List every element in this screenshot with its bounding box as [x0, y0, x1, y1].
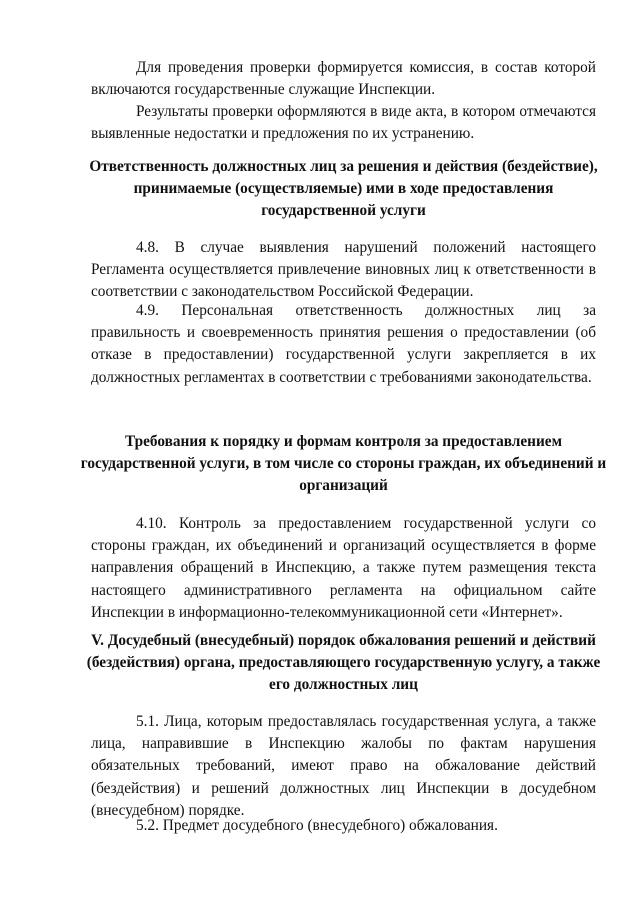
paragraph-4-8: 4.8. В случае выявления нарушений положений настоящего Регламента осуществляется привлечение виновных лиц к ответственности в соответствии с законодательством Российской Федерации.	[91, 239, 596, 301]
heading-responsibility: Ответственность должностных лиц за решения и действия (бездействие), принимаемые (осуществляемые) ими в ходе предоставления государственной услуги	[89, 158, 598, 219]
paragraph-4-9: 4.9. Персональная ответственность должностных лиц за правильность и своевременность принятия решения о предоставлении (об отказе в предоставлении) государственной услуги закрепляется в их должностных регламентах в соответствии с требованиями законодательства.	[91, 302, 596, 386]
paragraph-4-10: 4.10. Контроль за предоставлением государственной услуги со стороны граждан, их объединений и организаций осуществляется в форме направления обращений в Инспекцию, а также путем размещения текста настоящего административного регламента на официальном сайте Инспекции в информационно-телекоммуникационной сети «Интернет».	[91, 515, 596, 621]
paragraph-5-2: 5.2. Предмет досудебного (внесудебного) обжалования.	[136, 817, 498, 834]
paragraph-5-1: 5.1. Лица, которым предоставлялась государственная услуга, а также лица, направившие в Инспекцию жалобы по фактам нарушения обязательных требований, имеют право на обжалование действий (бездействия) и решений должностных лиц Инспекции в досудебном (внесудебном) порядке.	[91, 713, 596, 819]
paragraph-results: Результаты проверки оформляются в виде акта, в котором отмечаются выявленные недостатки и предложения по их устранению.	[91, 103, 596, 143]
paragraph-commission: Для проведения проверки формируется комиссия, в состав которой включаются государственные служащие Инспекции.	[91, 59, 596, 99]
heading-section-v: V. Досудебный (внесудебный) порядок обжалования решений и действий (бездействия) органа, предоставляющего государственную услугу, а также его должностных лиц	[86, 632, 601, 693]
heading-control: Требования к порядку и формам контроля за предоставлением государственной услуги, в том числе со стороны граждан, их объединений и организаций	[80, 433, 607, 494]
